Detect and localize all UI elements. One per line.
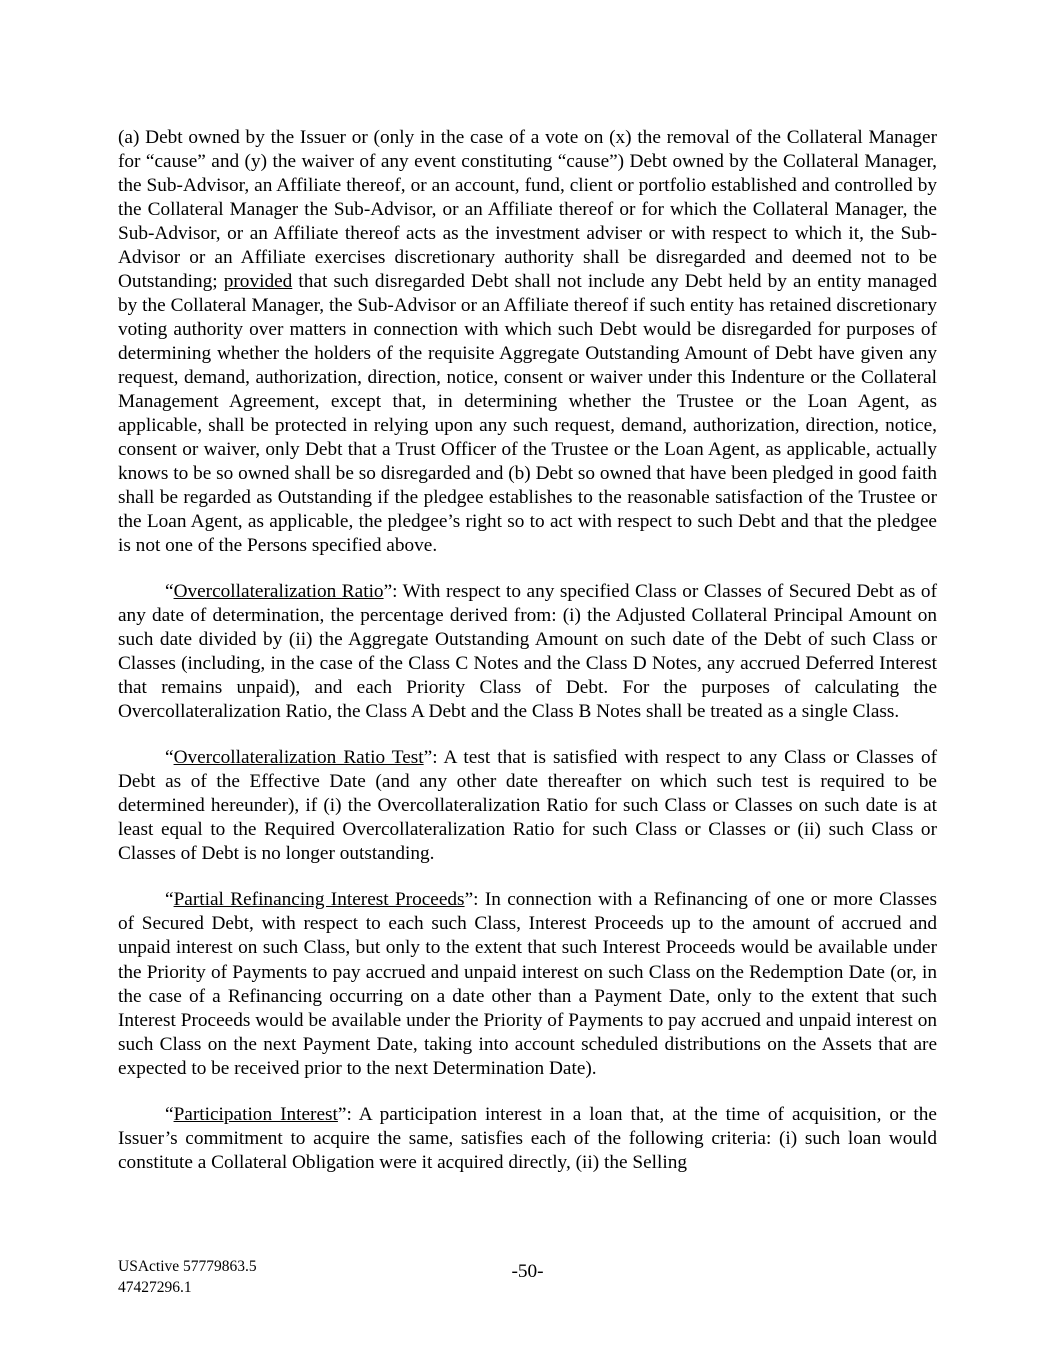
para-overcollateralization-ratio xyxy=(118,580,937,724)
text-run: ”: A test that is satisfied with respect to any Class or Classes of Debt as of the Effective Date (and any other date thereafter on which such test is required to be determined hereunder), if (i) the Overcollateralization Ratio for such Class or Classes on such date is at least equal to the Required Overcollateralization Ratio for such Class or Classes or (ii) such Class or Classes of Debt is no longer outstanding. xyxy=(118,747,938,865)
text-run: “ xyxy=(165,581,174,603)
defined-term: Overcollateralization Ratio Test xyxy=(173,747,424,769)
para-overcollateralization-ratio-test xyxy=(118,746,937,866)
defined-term: Participation Interest xyxy=(173,1103,338,1125)
text-run: ”: With respect to any specified Class or Classes of Secured Debt as of any date of determination, the percentage derived from: (i) the Adjusted Collateral Principal Amount on such date divided by (ii) the Aggregate Outstanding Amount on such date of the Debt of such Class or Classes (including, in the case of the Class C Notes and the Class D Notes, any accrued Deferred Interest that remains unpaid), and each Priority Class of Debt. For the purposes of calculating the Overcollateralization Ratio, the Class A Debt and the Class B Notes shall be treated as a single Class. xyxy=(118,581,937,723)
defined-term: provided xyxy=(223,271,293,293)
page-footer xyxy=(118,1257,937,1309)
footer-reference-line-1: USActive 57779863.5 xyxy=(118,1258,257,1275)
page-body xyxy=(118,126,937,1175)
footer-reference-line-2: 47427296.1 xyxy=(118,1278,192,1296)
text-run: “ xyxy=(165,747,174,769)
text-run: “ xyxy=(165,889,174,911)
text-run: ”: In connection with a Refinancing of one or more Classes of Secured Debt, with respect to each such Class, Interest Proceeds up to the amount of accrued and unpaid interest on such Class, but only to the extent that such Interest Proceeds would be available under the Priority of Payments to pay accrued and unpaid interest on such Class on the Redemption Date (or, in the case of a Refinancing occurring on a date other than a Payment Date, only to the extent that such Interest Proceeds would be available under the Priority of Payments to pay accrued and unpaid interest on such Class on the next Payment Date, taking into account scheduled distributions on the Assets that are expected to be received prior to the next Determination Date). xyxy=(118,889,937,1079)
text-run: (a) Debt owned by the Issuer or (only in the case of a vote on (x) the removal of the Collateral Manager for “cause” and (y) the waiver of any event constituting “cause”) Debt owned by the Collateral Manager, the Sub-Advisor, an Affiliate thereof, or an account, fund, client or portfolio established and controlled by the Collateral Manager the Sub-Advisor, or an Affiliate thereof or for which the Collateral Manager, the Sub-Advisor, or an Affiliate thereof acts as the investment adviser or with respect to which it, the Sub-Advisor or an Affiliate exercises discretionary authority shall be disregarded and deemed not to be Outstanding; xyxy=(118,127,937,293)
page-number: -50- xyxy=(511,1261,544,1282)
defined-term: Partial Refinancing Interest Proceeds xyxy=(173,889,465,911)
text-run: that such disregarded Debt shall not include any Debt held by an entity managed by the Collateral Manager, the Sub-Advisor or an Affiliate thereof if such entity has retained discretionary voting authority over matters in connection with which such Debt would be disregarded for purposes of determining whether the holders of the requisite Aggregate Outstanding Amount of Debt have given any request, demand, authorization, direction, notice, consent or waiver under this Indenture or the Collateral Management Agreement, except that, in determining whether the Trustee or the Loan Agent, as applicable, shall be protected in relying upon any such request, demand, authorization, direction, notice, consent or waiver, only Debt that a Trust Officer of the Trustee or the Loan Agent, as applicable, actually knows to be so owned shall be so disregarded and (b) Debt so owned that have been pledged in good faith shall be regarded as Outstanding if the pledgee establishes to the reasonable satisfaction of the Trustee or the Loan Agent, as applicable, the pledgee’s right so to act with respect to such Debt and that the pledgee is not one of the Persons specified above. xyxy=(118,271,938,557)
text-run: “ xyxy=(165,1103,174,1125)
defined-term: Overcollateralization Ratio xyxy=(173,581,384,603)
para-debt-owned xyxy=(118,126,937,558)
para-partial-refinancing-interest-proceeds xyxy=(118,888,937,1080)
text-run: ”: A participation interest in a loan that, at the time of acquisition, or the Issuer’s commitment to acquire the same, satisfies each of the following criteria: (i) such loan would constitute a Collateral Obligation were it acquired directly, (ii) the Selling xyxy=(118,1103,937,1173)
para-participation-interest xyxy=(118,1103,937,1175)
